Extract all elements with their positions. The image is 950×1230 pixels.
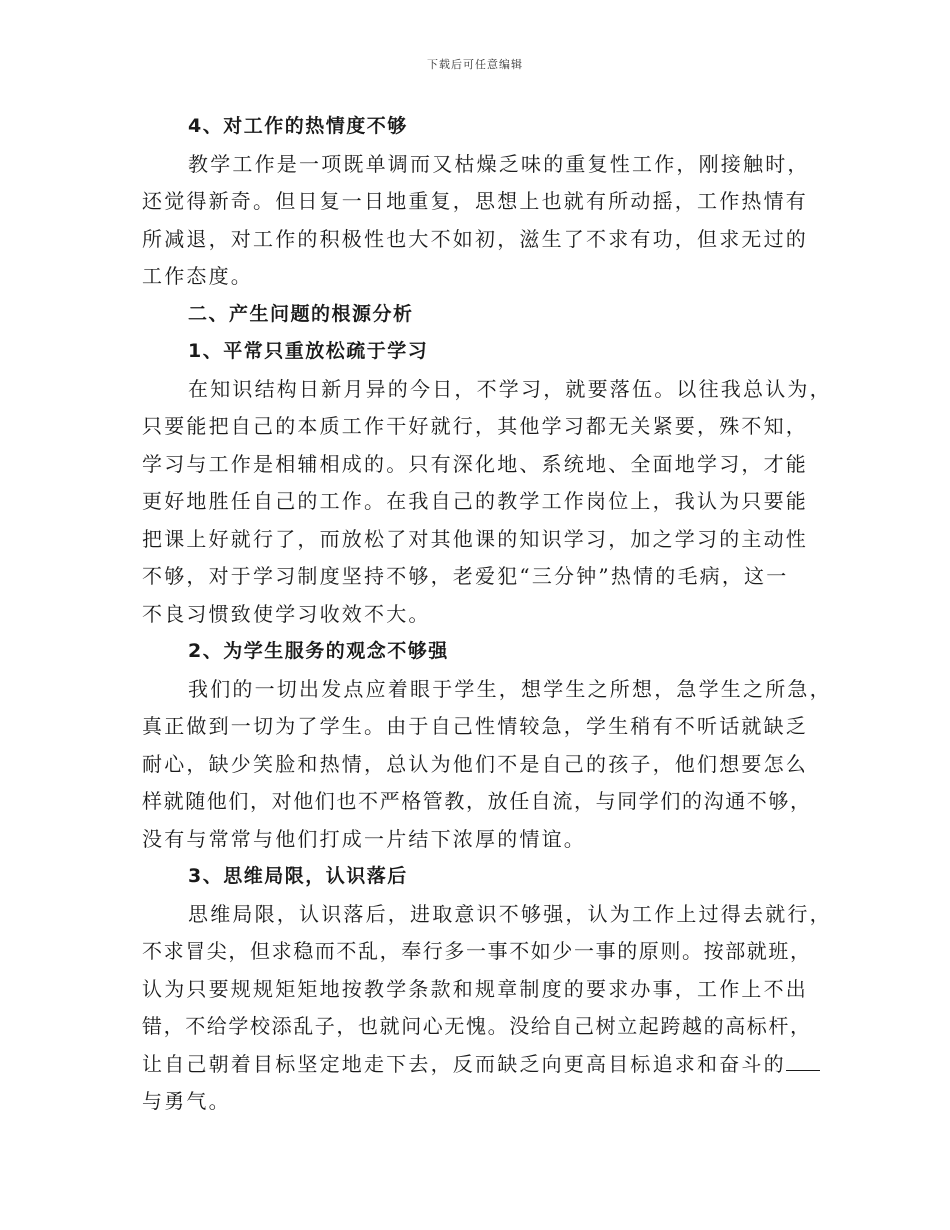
paragraph-line: 耐心，缺少笑脸和热情，总认为他们不是自己的孩子，他们想要怎么 <box>142 751 808 776</box>
page-header: 下载后可任意编辑 <box>427 58 523 71</box>
paragraph-line: 样就随他们，对他们也不严格管教，放任自流，与同学们的沟通不够， <box>142 789 812 813</box>
heading-2-service: 2、为学生服务的观念不够强 <box>188 640 449 662</box>
paragraph-line: 不够，对于学习制度坚持不够，老爱犯“三分钟”热情的毛病，这一 <box>142 564 789 588</box>
paragraph-study <box>142 371 832 634</box>
paragraph-line: 工作态度。 <box>142 264 253 288</box>
paragraph-line: 没有与常常与他们打成一片结下浓厚的情谊。 <box>142 826 586 851</box>
paragraph-line: 与勇气。 <box>142 1089 231 1113</box>
document-body <box>142 108 832 1121</box>
paragraph-line: 把课上好就行了，而放松了对其他课的知识学习，加之学习的主动性 <box>142 526 808 551</box>
paragraph-line: 还觉得新奇。但日复一日地重复，思想上也就有所动摇，工作热情有 <box>142 189 808 213</box>
paragraph-line: 在知识结构日新月异的今日，不学习，就要落伍。以往我总认为， <box>188 376 832 401</box>
paragraph-line: 学习与工作是相辅相成的。只有深化地、系统地、全面地学习，才能 <box>142 451 808 476</box>
paragraph-line: 错，不给学校添乱子，也就问心无愧。没给自己树立起跨越的高标杆， <box>142 1014 812 1038</box>
paragraph-line: 只要能把自己的本质工作干好就行，其他学习都无关紧要，殊不知， <box>142 414 808 438</box>
paragraph-line-text: 让自己朝着目标坚定地走下去，反而缺乏向更高目标追求和奋斗的 <box>142 1051 786 1076</box>
heading-4-work-enthusiasm: 4、对工作的热情度不够 <box>188 115 408 137</box>
section-title-root-cause: 二、产生问题的根源分析 <box>188 302 414 325</box>
paragraph-line: 我们的一切出发点应着眼于学生，想学生之所想，急学生之所急， <box>188 676 832 701</box>
paragraph-line: 不求冒尖，但求稳而不乱，奉行多一事不如少一事的原则。按部就班， <box>142 939 812 963</box>
paragraph-line: 教学工作是一项既单调而又枯燥乏味的重复性工作，刚接触时， <box>188 151 810 176</box>
paragraph-service <box>142 671 832 859</box>
paragraph-work-enthusiasm <box>142 146 822 296</box>
paragraph-line: 认为只要规规矩矩地按教学条款和规章制度的要求办事，工作上不出 <box>142 976 808 1001</box>
paragraph-line: 更好地胜任自己的工作。在我自己的教学工作岗位上，我认为只要能 <box>142 489 808 513</box>
fill-in-blank <box>786 1048 820 1071</box>
paragraph-thinking <box>142 896 832 1121</box>
paragraph-line: 所减退，对工作的积极性也大不如初，滋生了不求有功，但求无过的 <box>142 226 808 251</box>
paragraph-line: 思维局限，认识落后，进取意识不够强，认为工作上过得去就行， <box>188 901 832 926</box>
paragraph-line-with-blank <box>142 1046 822 1084</box>
paragraph-line: 不良习惯致使学习收效不大。 <box>142 601 431 626</box>
heading-3-thinking: 3、思维局限，认识落后 <box>188 865 408 887</box>
heading-1-study: 1、平常只重放松疏于学习 <box>188 340 429 362</box>
paragraph-line: 真正做到一切为了学生。由于自己性情较急，学生稍有不听话就缺乏 <box>142 714 808 738</box>
